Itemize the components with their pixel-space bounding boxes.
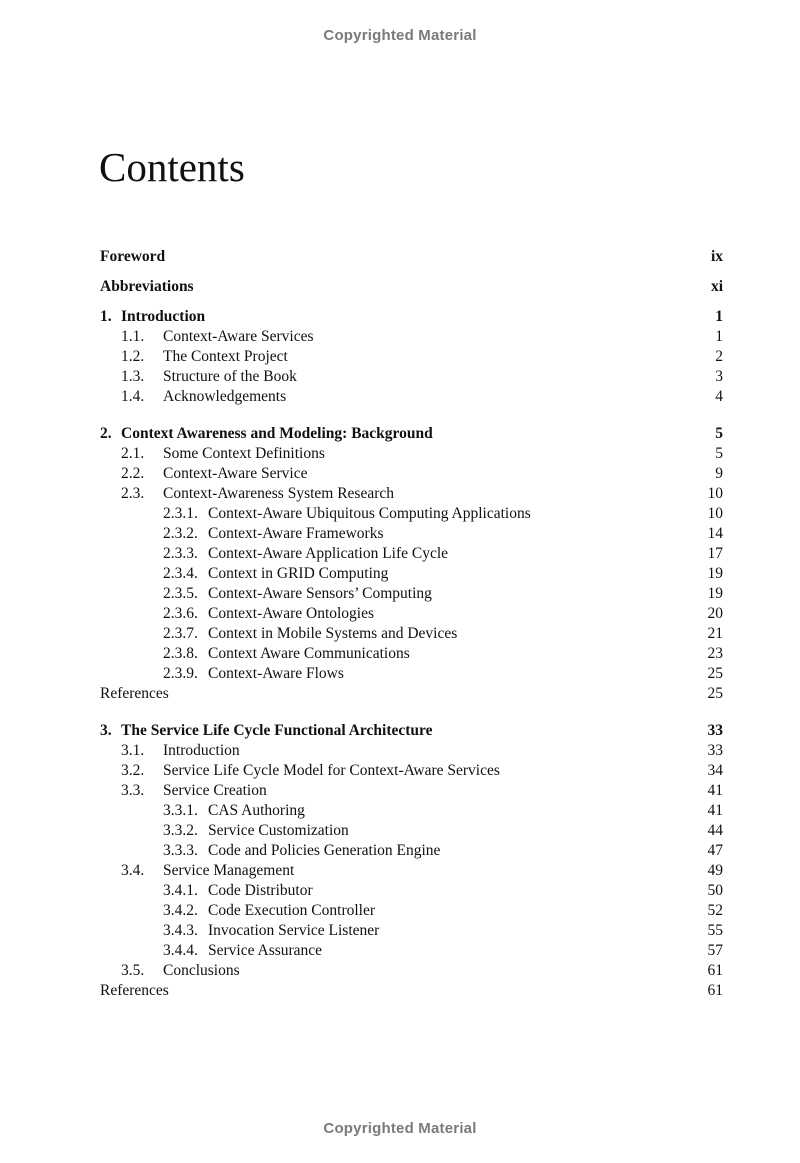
subsection-number: 3.4.3. <box>163 922 198 939</box>
section-number: 3.1. <box>121 742 145 759</box>
subsection-title: CAS Authoring <box>208 802 305 819</box>
subsection-number: 2.3.3. <box>163 545 198 562</box>
section-page: 3 <box>715 368 723 385</box>
toc-subsection-3-3-3[interactable] <box>100 841 723 861</box>
section-title: Context-Aware Service <box>163 465 308 482</box>
section-number: 3.2. <box>121 762 145 779</box>
chapter-title: Context Awareness and Modeling: Background <box>121 425 433 442</box>
section-page: 10 <box>707 485 723 502</box>
toc-section-1-3[interactable] <box>100 367 723 387</box>
subsection-number: 2.3.7. <box>163 625 198 642</box>
section-number: 2.2. <box>121 465 145 482</box>
toc-subsection-2-3-7[interactable] <box>100 624 723 644</box>
toc-chapter-3[interactable] <box>100 721 723 741</box>
subsection-number: 3.4.2. <box>163 902 198 919</box>
section-number: 1.2. <box>121 348 145 365</box>
subsection-title: Code Distributor <box>208 882 313 899</box>
section-number: 2.3. <box>121 485 145 502</box>
toc-entry-title: Abbreviations <box>100 278 194 295</box>
chapter-title: Introduction <box>121 308 206 325</box>
subsection-page: 19 <box>707 565 723 582</box>
chapter-number: 3. <box>100 722 112 739</box>
section-title: Service Management <box>163 862 295 879</box>
section-number: 1.1. <box>121 328 145 345</box>
chapter-page: 1 <box>715 308 723 325</box>
toc-entry-abbreviations[interactable] <box>100 277 723 297</box>
subsection-title: Context Aware Communications <box>208 645 410 662</box>
chapter-title: The Service Life Cycle Functional Architecture <box>121 722 433 739</box>
references-title: References <box>100 982 169 999</box>
subsection-page: 57 <box>707 942 723 959</box>
section-title: Structure of the Book <box>163 368 297 385</box>
subsection-page: 20 <box>707 605 723 622</box>
subsection-page: 41 <box>707 802 723 819</box>
toc-subsection-2-3-2[interactable] <box>100 524 723 544</box>
section-number: 3.4. <box>121 862 145 879</box>
toc-entry-page: ix <box>710 248 723 265</box>
section-number: 1.4. <box>121 388 145 405</box>
toc-subsection-2-3-8[interactable] <box>100 644 723 664</box>
chapter-page: 33 <box>707 722 723 739</box>
subsection-page: 10 <box>707 505 723 522</box>
subsection-title: Context-Aware Sensors’ Computing <box>208 585 432 602</box>
subsection-number: 3.3.1. <box>163 802 198 819</box>
toc-entry-title: Foreword <box>100 248 166 265</box>
subsection-page: 19 <box>707 585 723 602</box>
toc-subsection-3-4-2[interactable] <box>100 901 723 921</box>
section-page: 49 <box>707 862 723 879</box>
toc-subsection-3-3-1[interactable] <box>100 801 723 821</box>
subsection-title: Context-Aware Ontologies <box>208 605 375 622</box>
toc-section-2-3[interactable] <box>100 484 723 504</box>
subsection-title: Code and Policies Generation Engine <box>208 842 441 859</box>
subsection-number: 2.3.2. <box>163 525 198 542</box>
section-page: 41 <box>707 782 723 799</box>
section-page: 9 <box>715 465 723 482</box>
subsection-number: 3.4.4. <box>163 942 198 959</box>
subsection-title: Code Execution Controller <box>208 902 376 919</box>
subsection-page: 44 <box>707 822 723 839</box>
section-page: 61 <box>707 962 723 979</box>
section-number: 2.1. <box>121 445 145 462</box>
section-title: Context-Aware Services <box>163 328 314 345</box>
page-title: Contents <box>99 144 245 190</box>
subsection-title: Invocation Service Listener <box>208 922 380 939</box>
toc-subsection-2-3-5[interactable] <box>100 584 723 604</box>
toc-references-chapter-2[interactable] <box>100 684 723 704</box>
subsection-page: 23 <box>707 645 723 662</box>
toc-subsection-2-3-6[interactable] <box>100 604 723 624</box>
subsection-number: 2.3.4. <box>163 565 198 582</box>
section-page: 4 <box>715 388 723 405</box>
subsection-page: 21 <box>707 625 723 642</box>
toc-section-1-4[interactable] <box>100 387 723 407</box>
references-page: 61 <box>707 982 723 999</box>
section-title: Introduction <box>163 742 240 759</box>
subsection-page: 25 <box>707 665 723 682</box>
subsection-number: 2.3.1. <box>163 505 198 522</box>
subsection-number: 3.3.3. <box>163 842 198 859</box>
section-page: 1 <box>715 328 723 345</box>
section-title: Some Context Definitions <box>163 445 325 462</box>
toc-subsection-3-4-4[interactable] <box>100 941 723 961</box>
section-title: The Context Project <box>163 348 288 365</box>
subsection-page: 14 <box>707 525 723 542</box>
subsection-title: Context in GRID Computing <box>208 565 389 582</box>
section-title: Context-Awareness System Research <box>163 485 395 502</box>
toc-section-3-2[interactable] <box>100 761 723 781</box>
toc-references-chapter-3[interactable] <box>100 981 723 1001</box>
chapter-page: 5 <box>715 425 723 442</box>
references-page: 25 <box>707 685 723 702</box>
toc-subsection-2-3-9[interactable] <box>100 664 723 684</box>
chapter-number: 1. <box>100 308 112 325</box>
subsection-number: 2.3.8. <box>163 645 198 662</box>
section-title: Service Life Cycle Model for Context-Aware Services <box>163 762 500 779</box>
chapter-spacer <box>100 704 723 721</box>
chapter-spacer <box>100 407 723 424</box>
section-page: 33 <box>707 742 723 759</box>
subsection-page: 17 <box>707 545 723 562</box>
toc-chapter-1[interactable] <box>100 307 723 327</box>
subsection-title: Context-Aware Flows <box>208 665 344 682</box>
toc-entry-foreword[interactable] <box>100 247 723 267</box>
toc-subsection-3-4-3[interactable] <box>100 921 723 941</box>
subsection-number: 2.3.5. <box>163 585 198 602</box>
section-title: Conclusions <box>163 962 240 979</box>
subsection-number: 3.4.1. <box>163 882 198 899</box>
toc-entry-page: xi <box>710 278 723 295</box>
section-page: 34 <box>707 762 723 779</box>
toc-section-3-4[interactable] <box>100 861 723 881</box>
chapter-number: 2. <box>100 425 112 442</box>
toc-chapter-2[interactable] <box>100 424 723 444</box>
copyright-watermark-top: Copyrighted Material <box>323 27 477 44</box>
subsection-title: Context-Aware Frameworks <box>208 525 384 542</box>
subsection-page: 52 <box>707 902 723 919</box>
subsection-title: Context in Mobile Systems and Devices <box>208 625 458 642</box>
subsection-title: Context-Aware Application Life Cycle <box>208 545 449 562</box>
references-title: References <box>100 685 169 702</box>
toc-subsection-2-3-3[interactable] <box>100 544 723 564</box>
toc-subsection-2-3-4[interactable] <box>100 564 723 584</box>
subsection-title: Service Customization <box>208 822 349 839</box>
toc-subsection-3-3-2[interactable] <box>100 821 723 841</box>
toc-section-1-2[interactable] <box>100 347 723 367</box>
subsection-page: 47 <box>707 842 723 859</box>
section-page: 2 <box>715 348 723 365</box>
subsection-page: 55 <box>707 922 723 939</box>
section-number: 1.3. <box>121 368 145 385</box>
copyright-watermark-bottom: Copyrighted Material <box>323 1120 477 1137</box>
subsection-number: 2.3.6. <box>163 605 198 622</box>
toc-section-3-3[interactable] <box>100 781 723 801</box>
toc-section-3-1[interactable] <box>100 741 723 761</box>
toc-section-2-1[interactable] <box>100 444 723 464</box>
section-number: 3.3. <box>121 782 145 799</box>
table-of-contents <box>100 247 723 1001</box>
subsection-page: 50 <box>707 882 723 899</box>
toc-section-3-5[interactable] <box>100 961 723 981</box>
subsection-number: 2.3.9. <box>163 665 198 682</box>
toc-subsection-2-3-1[interactable] <box>100 504 723 524</box>
subsection-number: 3.3.2. <box>163 822 198 839</box>
subsection-title: Context-Aware Ubiquitous Computing Applications <box>208 505 531 522</box>
section-title: Service Creation <box>163 782 267 799</box>
toc-section-2-2[interactable] <box>100 464 723 484</box>
subsection-title: Service Assurance <box>208 942 323 959</box>
toc-section-1-1[interactable] <box>100 327 723 347</box>
toc-subsection-3-4-1[interactable] <box>100 881 723 901</box>
section-number: 3.5. <box>121 962 145 979</box>
section-page: 5 <box>715 445 723 462</box>
section-title: Acknowledgements <box>163 388 287 405</box>
